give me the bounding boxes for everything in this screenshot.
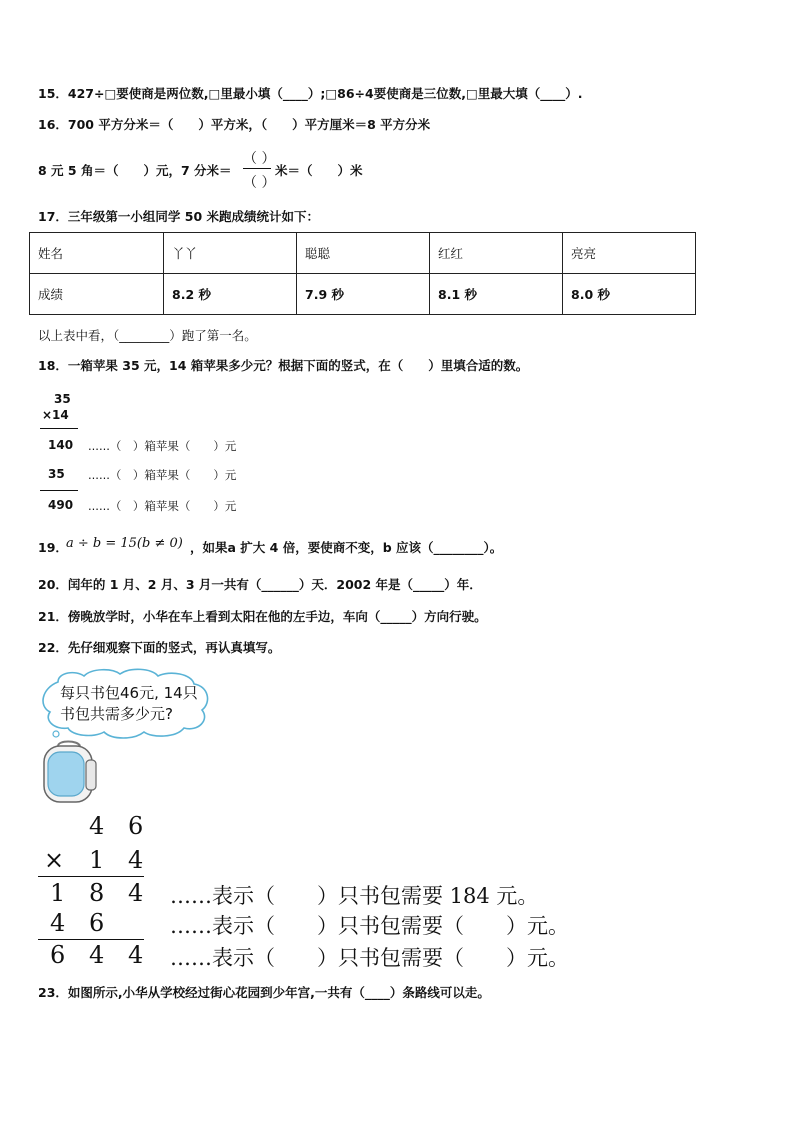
calc22-times-sign: × — [44, 846, 65, 874]
calc18-partial1: 140 — [48, 438, 74, 452]
calc22-digit: 1 — [89, 846, 105, 874]
question-19-text: ，如果a 扩大 4 倍，要使商不变，b 应该（________）。 — [190, 540, 503, 555]
fraction-numerator-blank[interactable]: （ ） — [243, 151, 276, 167]
calc22-digit: 8 — [89, 879, 105, 907]
table-row — [30, 274, 696, 315]
bubble-line1: 每只书包46元, 14只 — [60, 684, 198, 702]
question-15: 15．427÷□要使商是两位数,□里最小填（____）;□86÷4要使商是三位数,□里最大填（____）. — [38, 86, 583, 101]
calc22-digit: 4 — [128, 879, 144, 907]
backpack-icon — [40, 738, 100, 804]
calc22-desc1: ……表示（ ）只书包需要 184 元。 — [170, 884, 539, 908]
question-22: 22．先仔细观察下面的竖式，再认真填写。 — [38, 640, 281, 655]
table-cell: 姓名 — [30, 233, 164, 274]
fraction-blank — [243, 148, 276, 191]
question-20: 20．闰年的 1 月、2 月、3 月一共有（______）天．2002 年是（_____）年． — [38, 577, 482, 592]
question-16-line2a: 8 元 5 角＝（ ）元，7 分米＝ — [38, 163, 232, 178]
table-row — [30, 233, 696, 274]
calc18-result: 490 — [48, 498, 74, 512]
table-cell: 8.2 秒 — [164, 274, 297, 315]
table-cell: 亮亮 — [563, 233, 696, 274]
calc18-desc3: ......（ ）箱苹果（ ）元 — [88, 499, 237, 513]
table-cell: 聪聪 — [297, 233, 430, 274]
calc22-digit: 4 — [128, 941, 144, 969]
calc18-multiplier: ×14 — [42, 408, 69, 422]
question-17: 17．三年级第一小组同学 50 米跑成绩统计如下： — [38, 209, 319, 224]
calc22-digit: 1 — [50, 879, 66, 907]
calc18-line2 — [40, 490, 78, 491]
calc18-desc2: ......（ ）箱苹果（ ）元 — [88, 468, 237, 482]
table-cell: 红红 — [430, 233, 563, 274]
calc22-digit: 6 — [89, 909, 105, 937]
calc22-desc2: ……表示（ ）只书包需要（ ）元。 — [170, 914, 569, 938]
calc18-multiplicand: 35 — [54, 392, 71, 406]
question-16-line2b: 米＝（ ）米 — [275, 163, 363, 178]
question-17-answer: 以上表中看，（________）跑了第一名。 — [38, 328, 257, 343]
calc22-digit: 4 — [89, 812, 105, 840]
question-16-line1: 16．700 平方分米＝（ ）平方米，（ ）平方厘米＝8 平方分米 — [38, 117, 431, 132]
calc22-digit: 4 — [128, 846, 144, 874]
fraction-line — [243, 168, 271, 169]
question-21: 21．傍晚放学时，小华在车上看到太阳在他的左手边，车向（_____）方向行驶。 — [38, 609, 487, 624]
fraction-denominator-blank[interactable]: （ ） — [243, 175, 276, 191]
table-cell: 8.1 秒 — [430, 274, 563, 315]
calc18-desc1: ......（ ）箱苹果（ ）元 — [88, 439, 237, 453]
question-19-number: 19． — [38, 540, 68, 555]
calc22-desc3: ……表示（ ）只书包需要（ ）元。 — [170, 946, 569, 970]
question-18: 18．一箱苹果 35 元，14 箱苹果多少元？根据下面的竖式，在（ ）里填合适的数。 — [38, 358, 529, 373]
calc18-line — [40, 428, 78, 429]
calc22-digit: 6 — [128, 812, 144, 840]
table-cell: 成绩 — [30, 274, 164, 315]
question-19-formula: a ÷ b = 15(b ≠ 0) — [66, 536, 183, 551]
table-cell: 丫丫 — [164, 233, 297, 274]
calc18-partial2: 35 — [48, 467, 65, 481]
calc22-digit: 6 — [50, 941, 66, 969]
bubble-line2: 书包共需多少元? — [60, 705, 173, 723]
table-cell: 7.9 秒 — [297, 274, 430, 315]
calc22-line2 — [38, 939, 144, 940]
calc22-digit: 4 — [89, 941, 105, 969]
calc22-digit: 4 — [50, 909, 66, 937]
question-23: 23．如图所示,小华从学校经过街心花园到少年宫,一共有（____）条路线可以走。 — [38, 985, 490, 1000]
calc22-line1 — [38, 876, 144, 877]
score-table — [29, 232, 696, 315]
table-cell: 8.0 秒 — [563, 274, 696, 315]
